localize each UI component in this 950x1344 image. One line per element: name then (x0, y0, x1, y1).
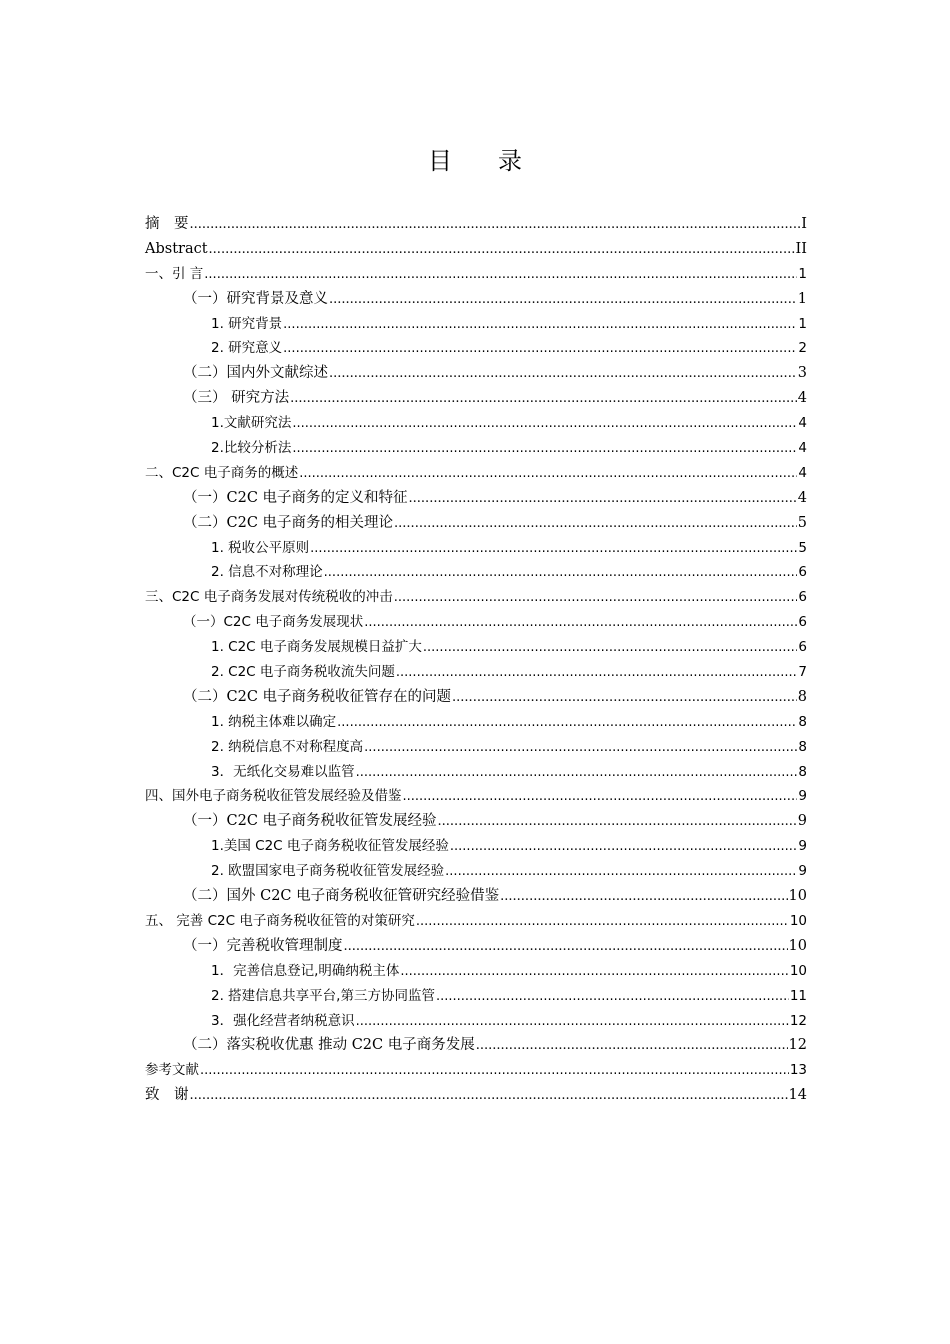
toc-entry[interactable] (145, 859, 807, 884)
toc-dot-leader (290, 387, 797, 412)
toc-entry[interactable] (145, 361, 807, 386)
toc-page-number: 4 (798, 415, 807, 432)
toc-page-number: 7 (798, 664, 807, 681)
toc-entry-label: 1.文献研究法 (211, 415, 292, 432)
toc-entry[interactable] (145, 511, 807, 536)
toc-page-number: 11 (789, 987, 807, 1004)
toc-page-number: 8 (798, 738, 807, 755)
toc-entry[interactable] (145, 486, 807, 511)
toc-dot-leader (292, 437, 797, 462)
toc-entry-label: 1. 研究背景 (211, 315, 283, 332)
toc-page-number: II (795, 240, 807, 257)
toc-dot-leader (283, 313, 797, 338)
toc-entry-label: （一）C2C 电子商务发展现状 (183, 614, 364, 631)
toc-dot-leader (292, 412, 797, 437)
toc-page-number: 5 (797, 514, 807, 531)
toc-dot-leader (299, 462, 797, 487)
toc-dot-leader (364, 736, 797, 761)
toc-dot-leader (200, 1059, 789, 1084)
toc-page-number: 9 (797, 813, 807, 830)
toc-page-number: 12 (788, 1037, 807, 1054)
toc-entry-label: 五、 完善 C2C 电子商务税收征管的对策研究 (145, 912, 415, 929)
toc-entry-label: 三、C2C 电子商务发展对传统税收的冲击 (145, 589, 393, 606)
toc-entry-label: （二）国内外文献综述 (183, 365, 328, 382)
toc-entry[interactable] (145, 884, 807, 909)
toc-entry[interactable] (145, 1033, 807, 1058)
toc-dot-leader (324, 561, 798, 586)
toc-entry-label: 1．完善信息登记,明确纳税主体 (211, 962, 400, 979)
toc-entry-label: Abstract (145, 240, 208, 257)
toc-page-number: 4 (798, 440, 807, 457)
toc-entry-label: 2.比较分析法 (211, 440, 292, 457)
toc-entry-label: 1. 税收公平原则 (211, 539, 310, 556)
toc-page-number: 10 (789, 962, 807, 979)
toc-entry[interactable] (145, 585, 807, 610)
toc-page-number: 3 (797, 365, 807, 382)
page-title (0, 146, 950, 176)
toc-dot-leader (500, 885, 787, 910)
toc-entry-label: （二）C2C 电子商务的相关理论 (183, 514, 394, 531)
toc-entry[interactable] (145, 386, 807, 411)
toc-dot-leader (356, 761, 798, 786)
toc-entry-label: 2. 信息不对称理论 (211, 564, 323, 581)
toc-entry[interactable] (145, 660, 807, 685)
toc-entry[interactable] (145, 959, 807, 984)
toc-entry-label: （一）研究背景及意义 (183, 290, 328, 307)
toc-page-number: 10 (788, 888, 807, 905)
toc-page-number: 6 (798, 614, 807, 631)
toc-dot-leader (394, 586, 798, 611)
toc-entry[interactable] (145, 336, 807, 361)
toc-page-number: 4 (798, 464, 807, 481)
toc-page-number: 1 (798, 265, 807, 282)
toc-dot-leader (400, 960, 788, 985)
toc-page-number: 9 (798, 863, 807, 880)
toc-page-number: 8 (798, 713, 807, 730)
toc-dot-leader (394, 512, 797, 537)
toc-entry-label: 2. 纳税信息不对称程度高 (211, 738, 364, 755)
toc-dot-leader (329, 288, 797, 313)
toc-dot-leader (204, 263, 797, 288)
toc-page-number: 6 (798, 639, 807, 656)
toc-entry-label: 3．无纸化交易难以监管 (211, 763, 355, 780)
toc-dot-leader (337, 711, 797, 736)
table-of-contents (145, 212, 807, 1108)
toc-page-number: 1 (797, 290, 807, 307)
toc-dot-leader (416, 910, 789, 935)
toc-entry-label: （三） 研究方法 (183, 390, 290, 407)
toc-entry-label: 3．强化经营者纳税意识 (211, 1012, 355, 1029)
toc-entry[interactable] (145, 685, 807, 710)
toc-entry[interactable] (145, 436, 807, 461)
toc-page-number: 14 (788, 1087, 807, 1104)
toc-dot-leader (209, 238, 795, 263)
toc-page-number: 13 (789, 1062, 807, 1079)
toc-page-number: 1 (798, 315, 807, 332)
toc-entry[interactable] (145, 735, 807, 760)
toc-entry[interactable] (145, 312, 807, 337)
toc-entry[interactable] (145, 212, 807, 237)
toc-entry[interactable] (145, 411, 807, 436)
toc-entry-label: （二）落实税收优惠 推动 C2C 电子商务发展 (183, 1037, 475, 1054)
toc-dot-leader (190, 1084, 788, 1109)
toc-entry[interactable] (145, 560, 807, 585)
toc-entry[interactable] (145, 536, 807, 561)
toc-page-number: 9 (798, 788, 807, 805)
toc-entry[interactable] (145, 760, 807, 785)
toc-entry[interactable] (145, 610, 807, 635)
toc-entry-label: （二）国外 C2C 电子商务税收征管研究经验借鉴 (183, 888, 500, 905)
toc-entry-label: 2. 研究意义 (211, 340, 283, 357)
toc-dot-leader (423, 636, 798, 661)
toc-page-number: 8 (798, 763, 807, 780)
toc-entry[interactable] (145, 1009, 807, 1034)
toc-entry[interactable] (145, 909, 807, 934)
toc-page-number: 4 (797, 489, 807, 506)
toc-dot-leader (438, 810, 797, 835)
toc-dot-leader (329, 362, 797, 387)
toc-entry-label: （一）C2C 电子商务的定义和特征 (183, 489, 408, 506)
toc-entry-label: 2. 搭建信息共享平台,第三方协同监管 (211, 987, 435, 1004)
toc-entry[interactable] (145, 262, 807, 287)
toc-entry[interactable] (145, 834, 807, 859)
toc-entry-label: 致 谢 (145, 1087, 189, 1104)
toc-dot-leader (409, 487, 797, 512)
toc-entry-label: 2. C2C 电子商务税收流失问题 (211, 664, 395, 681)
toc-page-number: 2 (798, 340, 807, 357)
toc-entry[interactable] (145, 1083, 807, 1108)
toc-entry[interactable] (145, 1058, 807, 1083)
toc-page-number: 9 (798, 838, 807, 855)
toc-page-number: 12 (789, 1012, 807, 1029)
toc-dot-leader (190, 213, 801, 238)
toc-dot-leader (452, 686, 797, 711)
title-char-1: 目 (428, 147, 452, 175)
toc-entry-label: 1. 纳税主体难以确定 (211, 713, 337, 730)
toc-entry-label: （一）C2C 电子商务税收征管发展经验 (183, 813, 437, 830)
toc-entry-label: （一）完善税收管理制度 (183, 937, 343, 954)
toc-page-number: 5 (798, 539, 807, 556)
toc-entry[interactable] (145, 809, 807, 834)
toc-dot-leader (310, 537, 797, 562)
toc-page-number: 10 (789, 912, 807, 929)
toc-dot-leader (396, 661, 798, 686)
toc-entry[interactable] (145, 984, 807, 1009)
toc-entry[interactable] (145, 710, 807, 735)
toc-entry[interactable] (145, 934, 807, 959)
toc-entry[interactable] (145, 237, 807, 262)
toc-entry[interactable] (145, 784, 807, 809)
toc-entry-label: 1. C2C 电子商务发展规模日益扩大 (211, 639, 422, 656)
toc-dot-leader (450, 835, 798, 860)
toc-page-number: 10 (788, 937, 807, 954)
toc-entry[interactable] (145, 461, 807, 486)
toc-entry[interactable] (145, 635, 807, 660)
toc-entry-label: 四、国外电子商务税收征管发展经验及借鉴 (145, 788, 402, 805)
toc-page-number: 8 (797, 688, 807, 705)
toc-entry-label: 1.美国 C2C 电子商务税收征管发展经验 (211, 838, 449, 855)
toc-dot-leader (344, 935, 788, 960)
toc-entry-label: 二、C2C 电子商务的概述 (145, 464, 299, 481)
toc-page-number: 6 (798, 589, 807, 606)
toc-dot-leader (476, 1034, 788, 1059)
toc-dot-leader (356, 1010, 789, 1035)
toc-entry-label: 2. 欧盟国家电子商务税收征管发展经验 (211, 863, 445, 880)
toc-page-number: I (801, 216, 807, 232)
title-char-2: 录 (498, 147, 522, 175)
toc-dot-leader (445, 860, 797, 885)
toc-entry-label: 摘 要 (145, 216, 189, 232)
toc-entry-label: （二）C2C 电子商务税收征管存在的问题 (183, 688, 452, 705)
toc-entry[interactable] (145, 287, 807, 312)
toc-dot-leader (436, 985, 789, 1010)
toc-entry-label: 一、引 言 (145, 265, 204, 282)
toc-dot-leader (364, 611, 797, 636)
toc-page-number: 6 (798, 564, 807, 581)
toc-entry-label: 参考文献 (145, 1062, 199, 1079)
toc-dot-leader (283, 337, 797, 362)
toc-page-number: 4 (797, 390, 807, 407)
toc-dot-leader (403, 785, 798, 810)
